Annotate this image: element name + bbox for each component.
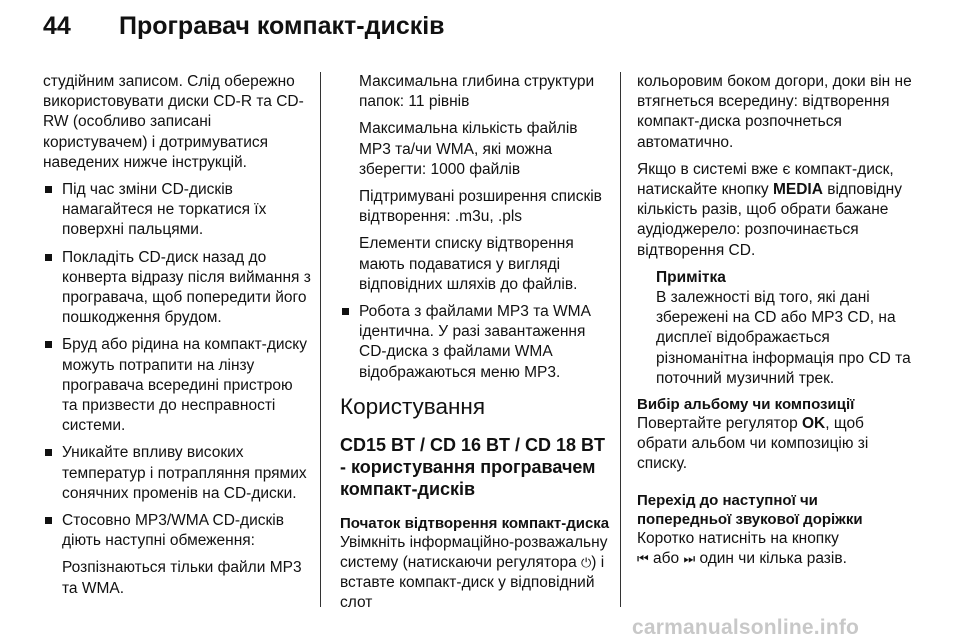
bullet-square-icon [45,186,52,193]
note-block [637,268,912,389]
subsection-heading: CD15 BT / CD 16 BT / CD 18 BT - користування програвачем компакт-дисків [340,434,606,499]
watermark: carmanualsonline.info [632,616,860,639]
sub-paragraph: Підтримувані розширення списків відтворення: .m3u, .pls [359,188,602,226]
bullet-square-icon [45,254,52,261]
page-header [0,0,960,62]
bullet-square-icon [45,341,52,348]
page-number: 44 [43,12,71,40]
column-divider-2 [620,72,621,607]
column-divider-1 [320,72,321,607]
next-track-icon: ⏭ [683,550,696,566]
note-text: В залежності від того, які дані збережені на CD або MP3 CD, на дисплеї відображається різноманітна інформація про CD та поточний музичний трек. [656,289,911,387]
bullet-item: Робота з файлами MP3 та WMA ідентична. У разі завантаження CD-диска з файлами WMA відображаються меню MP3. [340,302,610,383]
body-paragraph: Коротко натисніть на кнопку ⏮ або ⏭ один чи кілька разів. [637,529,847,567]
bullet-item: Бруд або рідина на компакт-диску можуть потрапити на лінзу програвача всередині пристрою та призвести до несправності системи. [43,335,311,436]
ok-button-label: OK [802,415,826,433]
sub-paragraph: Максимальна кількість файлів MP3 та/чи WMA, які можна зберегти: 1000 файлів [359,120,578,178]
sub-paragraph: Максимальна глибина структури папок: 11 рівнів [359,73,595,111]
bullet-item: Покладіть CD-диск назад до конверта відразу після виймання з програвача, щоб попередити його пошкодження брудом. [43,248,311,329]
sub-paragraph: Елементи списку відтворення мають подаватися у вигляді відповідних шляхів до файлів. [359,235,578,293]
power-icon: ⏻ [581,555,592,571]
column-3 [637,72,912,576]
intro-paragraph: студійним записом. Слід обережно використовувати диски CD-R та CD-RW (особливо записані користувачем) і дотримуватися наведених нижче інструкцій. [43,73,304,171]
previous-track-icon: ⏮ [637,550,649,566]
body-paragraph: Увімкніть інформаційно-розважальну систему (натискаючи регулятора ⏻) і вставте компакт-диск у відповідний слот [340,533,608,612]
page-title: Програвач компакт-дисків [119,12,445,40]
bullet-item: Стосовно MP3/WMA CD-дисків діють наступні обмеження: [43,511,311,551]
note-title: Примітка [656,268,726,286]
topic-heading: Початок відтворення компакт-диска [340,514,610,532]
body-paragraph: Повертайте регулятор OK, щоб обрати альбом чи композицію зі списку. [637,415,869,473]
bullet-item: Під час зміни CD-дисків намагайтеся не торкатися їх поверхні пальцями. [43,180,311,241]
topic-heading: Перехід до наступної чи попередньої звукової доріжки [637,491,863,528]
column-1 [43,72,311,606]
bullet-square-icon [342,308,349,315]
topic-heading: Вибір альбому чи композиції [637,396,855,414]
column-2 [340,72,610,621]
bullet-square-icon [45,449,52,456]
media-button-label: MEDIA [772,181,823,199]
sub-paragraph: Розпізнаються тільки файли MP3 та WMA. [62,559,302,597]
bullet-item: Уникайте впливу високих температур і потрапляння прямих сонячних променів на CD-диски. [43,443,311,504]
bullet-square-icon [45,517,52,524]
section-heading: Користування [340,393,486,419]
body-paragraph: Якщо в системі вже є компакт-диск, натискайте кнопку MEDIA відповідну кількість разів, щоб обрати бажане аудіоджерело: розпочинається відтворення CD. [637,160,902,259]
body-paragraph: кольоровим боком догори, доки він не втягнеться всередину: відтворення компакт-диска розпочнеться автоматично. [637,73,912,151]
